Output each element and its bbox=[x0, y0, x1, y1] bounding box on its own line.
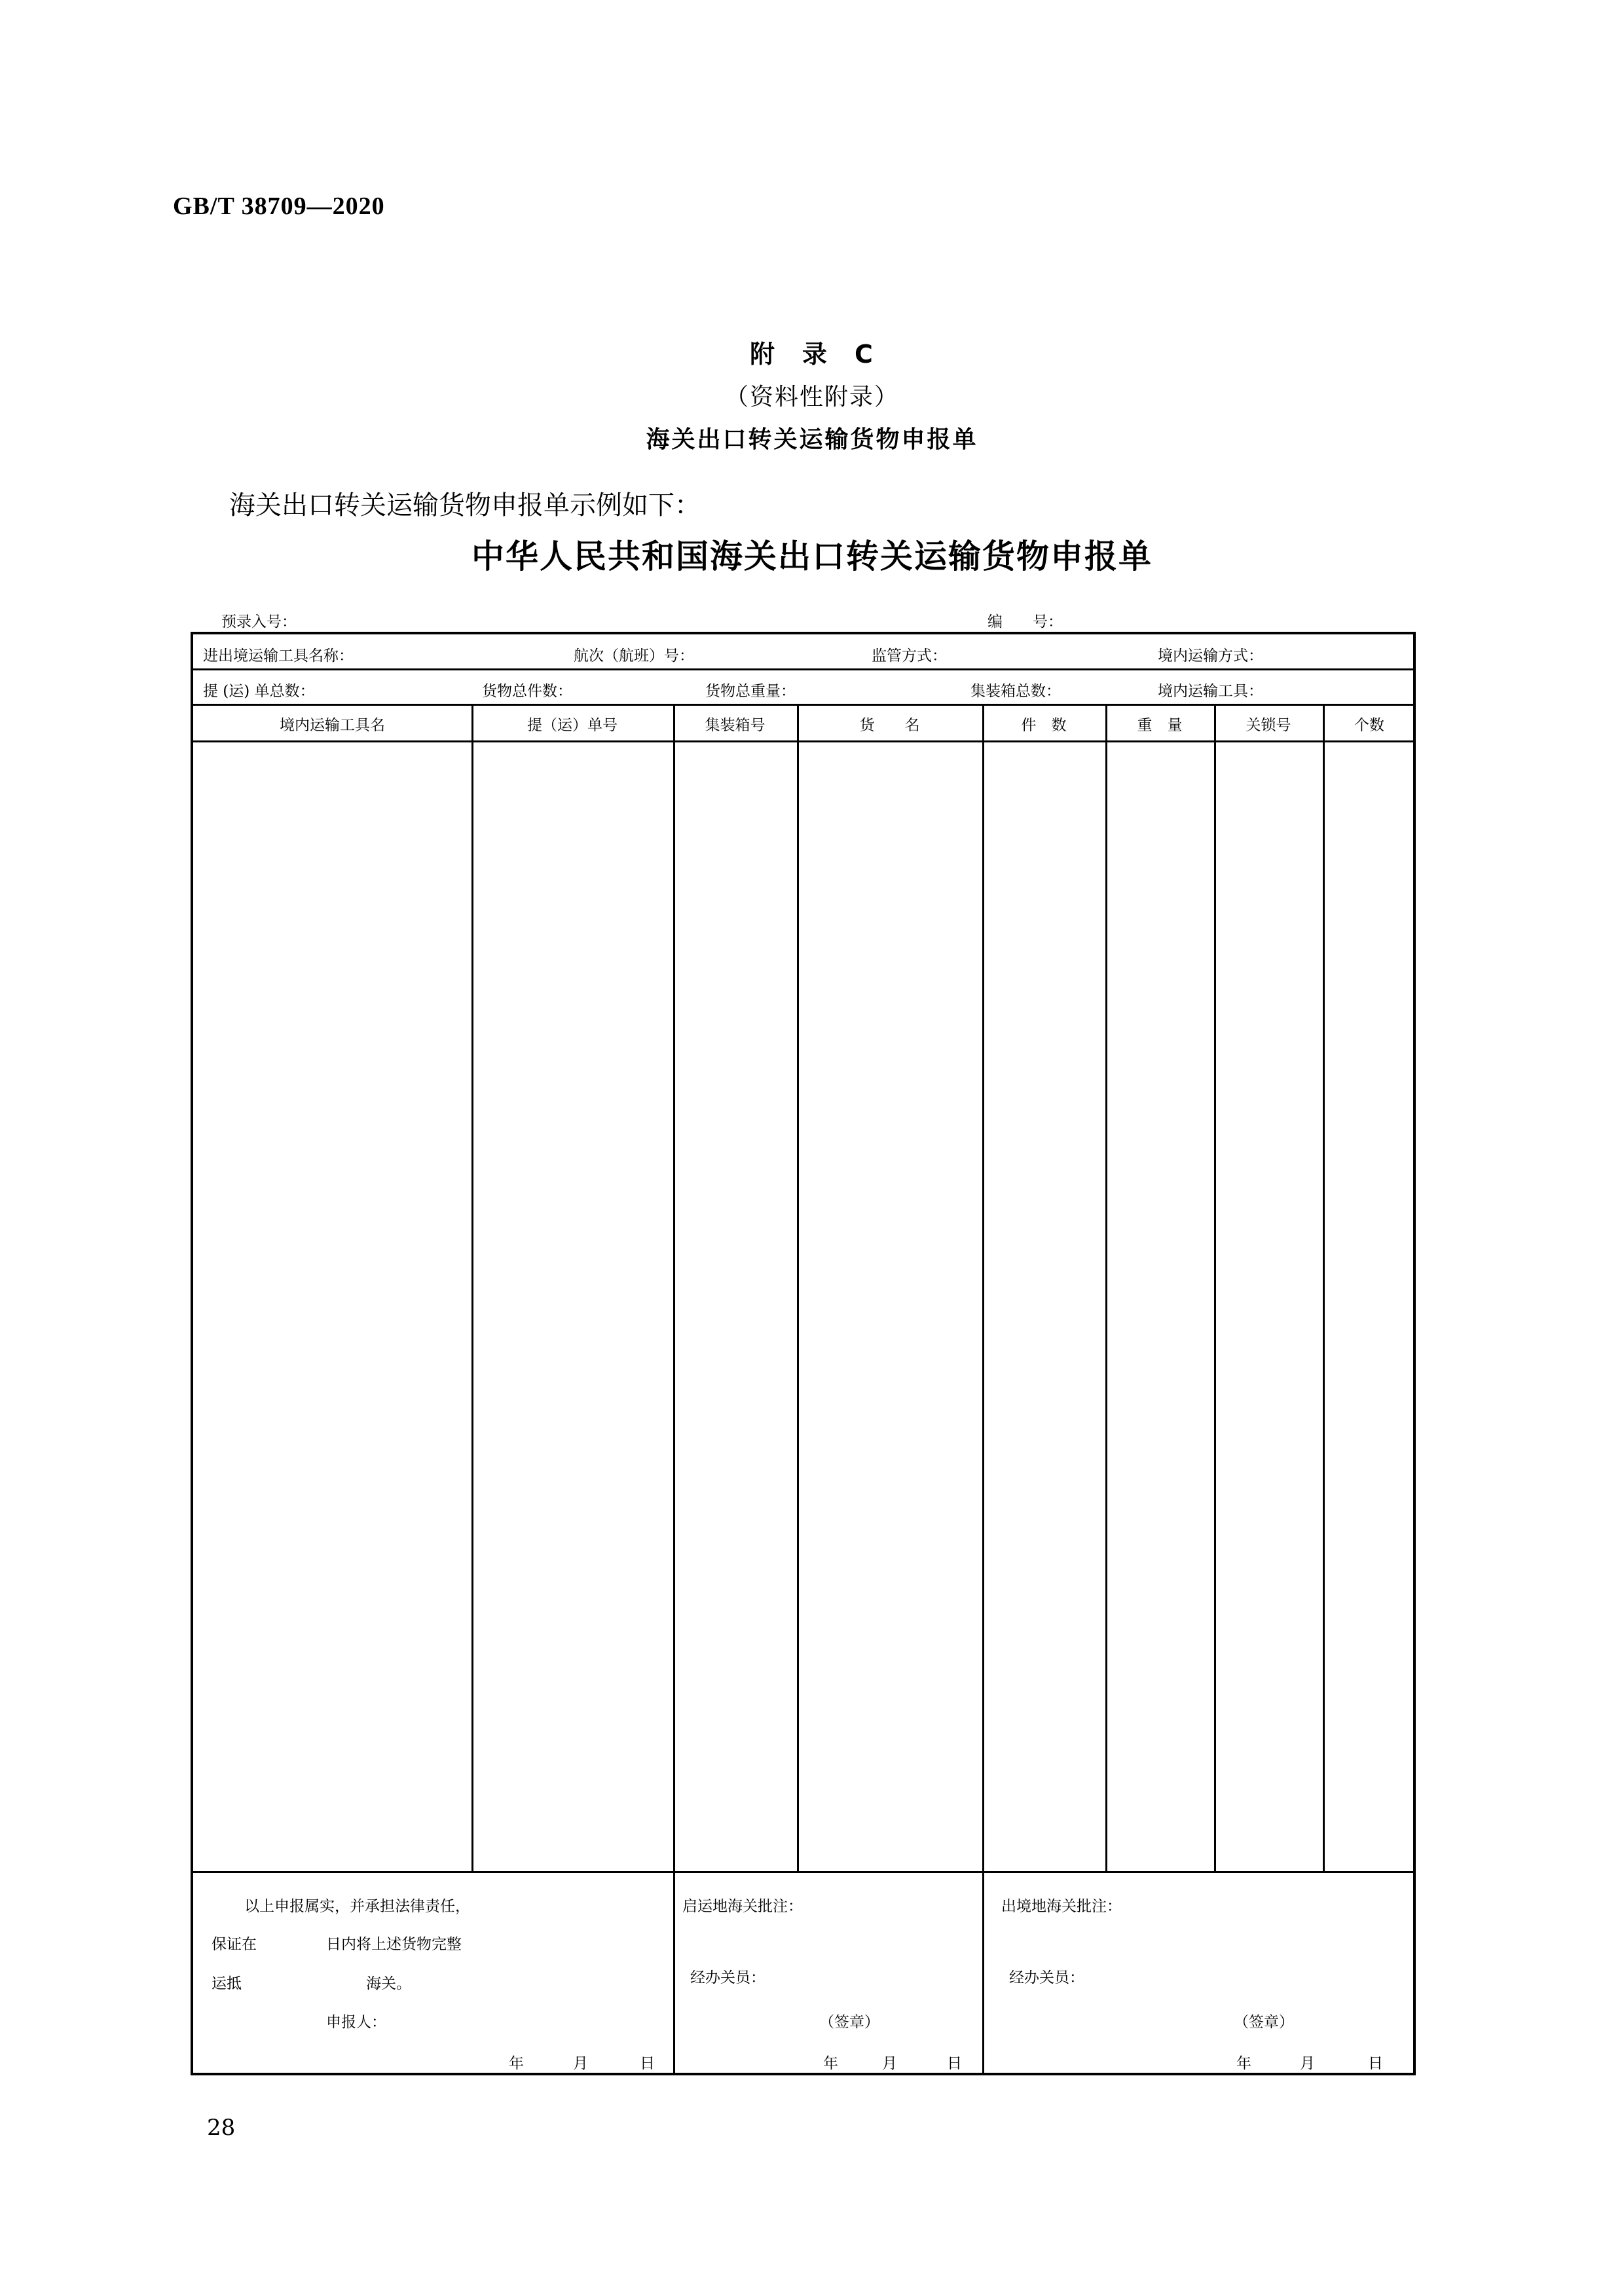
col-header-bill: 提（运）单号 bbox=[527, 717, 618, 734]
column-divider bbox=[1323, 704, 1325, 1872]
column-divider bbox=[673, 704, 675, 2075]
declarant-label: 申报人： bbox=[326, 2014, 386, 2031]
container-total-label: 集装箱总数： bbox=[970, 683, 1061, 700]
pre-record-label: 预录入号： bbox=[221, 613, 297, 630]
column-divider bbox=[1214, 704, 1216, 1872]
number-label: 编 号： bbox=[987, 613, 1063, 630]
origin-day: 日 bbox=[947, 2055, 962, 2072]
total-pieces-label: 货物总件数： bbox=[482, 683, 572, 700]
domestic-mode-label: 境内运输方式： bbox=[1158, 647, 1263, 665]
declarant-statement: 以上申报属实，并承担法律责任， bbox=[244, 1898, 470, 1915]
col-header-seal-no: 关锁号 bbox=[1246, 717, 1291, 734]
page-number: 28 bbox=[207, 2115, 236, 2141]
vehicle-name-label: 进出境运输工具名称： bbox=[203, 647, 354, 665]
declaration-form bbox=[191, 632, 1416, 2075]
origin-officer-label: 经办关员： bbox=[690, 1969, 766, 1986]
declarant-year: 年 bbox=[509, 2055, 524, 2072]
origin-month: 月 bbox=[882, 2055, 897, 2072]
origin-customs-title: 启运地海关批注： bbox=[682, 1898, 803, 1915]
exit-year: 年 bbox=[1236, 2055, 1251, 2072]
supervision-label: 监管方式： bbox=[872, 647, 947, 665]
appendix-name: 海关出口转关运输货物申报单 bbox=[646, 426, 978, 453]
col-header-goods: 货 名 bbox=[859, 717, 920, 734]
exit-day: 日 bbox=[1368, 2055, 1383, 2072]
declarant-day: 日 bbox=[640, 2055, 655, 2072]
row-divider bbox=[193, 740, 1413, 742]
intro-text: 海关出口转关运输货物申报单示例如下： bbox=[229, 490, 701, 520]
domestic-vehicle-label: 境内运输工具： bbox=[1158, 683, 1263, 700]
form-title: 中华人民共和国海关出口转关运输货物申报单 bbox=[471, 538, 1153, 575]
col-header-container: 集装箱号 bbox=[705, 717, 766, 734]
voyage-label: 航次（航班）号： bbox=[574, 647, 694, 665]
column-divider bbox=[982, 704, 984, 2075]
exit-customs-title: 出境地海关批注： bbox=[1001, 1898, 1122, 1915]
exit-month: 月 bbox=[1300, 2055, 1315, 2072]
col-header-pieces: 件 数 bbox=[1021, 717, 1067, 734]
customs-label: 海关。 bbox=[366, 1975, 411, 1992]
column-divider bbox=[471, 704, 473, 1872]
row-divider bbox=[193, 1871, 1413, 1873]
arrive-label: 运抵 bbox=[212, 1975, 242, 1992]
within-days-label: 日内将上述货物完整 bbox=[326, 1936, 462, 1953]
declarant-month: 月 bbox=[573, 2055, 588, 2072]
column-divider bbox=[1105, 704, 1107, 1872]
origin-seal-label: （签章） bbox=[819, 2014, 879, 2031]
col-header-count: 个数 bbox=[1354, 717, 1384, 734]
origin-year: 年 bbox=[823, 2055, 838, 2072]
col-header-vehicle: 境内运输工具名 bbox=[280, 717, 385, 734]
row-divider bbox=[193, 704, 1413, 706]
appendix-title: 附 录 C bbox=[750, 340, 874, 369]
exit-seal-label: （签章） bbox=[1234, 2014, 1294, 2031]
exit-officer-label: 经办关员： bbox=[1009, 1969, 1084, 1986]
guarantee-label: 保证在 bbox=[212, 1936, 257, 1953]
bill-total-label: 提 (运) 单总数： bbox=[203, 683, 315, 700]
col-header-weight: 重 量 bbox=[1137, 717, 1183, 734]
row-divider bbox=[193, 668, 1413, 670]
appendix-type: （资料性附录） bbox=[724, 384, 899, 410]
total-weight-label: 货物总重量： bbox=[705, 683, 796, 700]
standard-code: GB/T 38709—2020 bbox=[173, 192, 385, 220]
column-divider bbox=[797, 704, 799, 1872]
